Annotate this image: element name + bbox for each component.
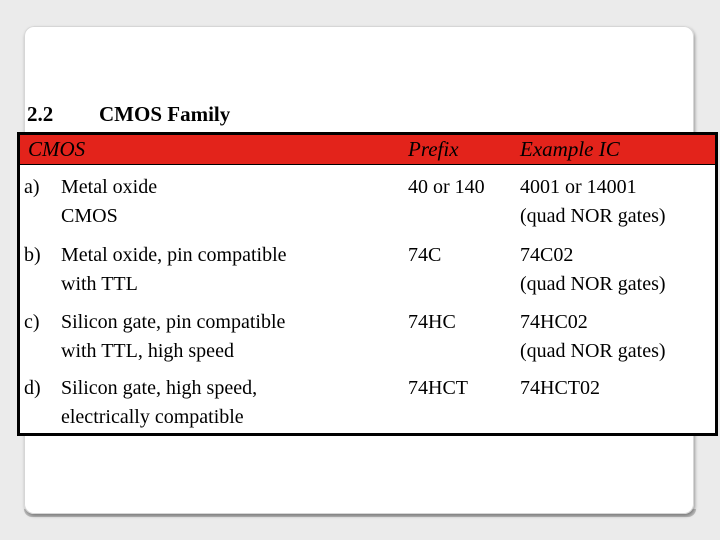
- row-description-line: Silicon gate, high speed,: [61, 377, 258, 399]
- row-description-line: Metal oxide, pin compatible: [61, 244, 287, 266]
- row-description-line: with TTL: [61, 273, 138, 295]
- row-example-note: (quad NOR gates): [520, 340, 666, 362]
- cmos-family-table: [17, 132, 718, 436]
- row-example-ic: 74C02: [520, 244, 574, 266]
- row-example-ic: 74HCT02: [520, 377, 600, 399]
- row-prefix: 74HCT: [408, 377, 468, 399]
- header-example: Example IC: [520, 137, 620, 161]
- row-description-line: Silicon gate, pin compatible: [61, 311, 286, 333]
- row-letter: b): [24, 244, 41, 266]
- row-description-line: Metal oxide: [61, 176, 158, 198]
- row-letter: a): [24, 176, 40, 198]
- row-description-line: electrically compatible: [61, 406, 244, 428]
- row-example-ic: 74HC02: [520, 311, 588, 333]
- section-number: 2.2: [27, 102, 54, 126]
- row-letter: c): [24, 311, 40, 333]
- row-example-ic: 4001 or 14001: [520, 176, 637, 198]
- row-prefix: 74HC: [408, 311, 456, 333]
- row-example-note: (quad NOR gates): [520, 205, 666, 227]
- header-prefix: Prefix: [408, 137, 459, 161]
- row-prefix: 74C: [408, 244, 442, 266]
- row-description-line: CMOS: [61, 205, 118, 227]
- table-header-row: [20, 135, 715, 165]
- row-example-note: (quad NOR gates): [520, 273, 666, 295]
- section-heading: [27, 102, 230, 127]
- row-letter: d): [24, 377, 41, 399]
- row-description-line: with TTL, high speed: [61, 340, 234, 362]
- header-family: CMOS: [28, 137, 86, 161]
- section-title: CMOS Family: [99, 102, 231, 126]
- row-prefix: 40 or 140: [408, 176, 485, 198]
